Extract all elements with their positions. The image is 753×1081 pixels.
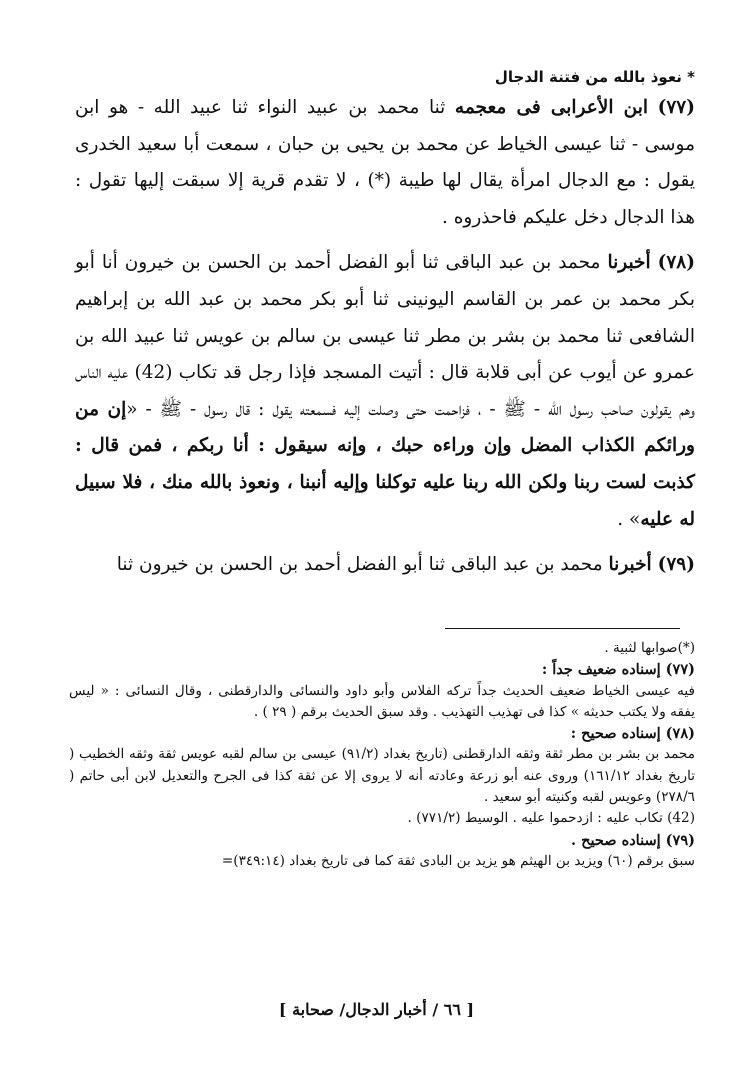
footnote-79-heading: (٧٩) إسناده صحيح . (571, 831, 695, 849)
hadith-text: محمد بن عبد الباقى ثنا أبو الفضل أحمد بن الحسن بن خيرون ثنا (116, 554, 603, 576)
hadith-77 (75, 90, 695, 236)
hadith-78 (75, 245, 695, 538)
hadith-isnad: محمد بن عبد الباقى ثنا أبو الفضل أحمد بن الحسن بن خيرون أنا أبو بكر محمد بن عمر بن القاسم اليونينى ثنا أبو بكر محمد بن عبد الله بن إبراهيم الشافعى ثنا محمد بن بشر بن مطر ثنا عيسى بن سالم بن عويس ثنا عبيد الله بن عمرو عن أيوب عن أبى قلابة قال : أتيت المسجد فإذا رجل قد تكاب (42) عليه الناس وهم يقولون صاحب رسول الله - ﷺ - ، فزاحمت حتى وصلت إليه فسمعته يقول : قال رسول - ﷺ - « (75, 252, 695, 420)
hadith-matn: إن من ورائكم الكذاب المضل وإن وراءه حبك ، وإنه سيقول : أنا ربكم ، فمن قال : كذبت لست ربنا ولكن الله ربنا عليه توكلنا وإليه أنبنا ، ونعوذ بالله منك ، فلا سبيل له عليه (75, 398, 695, 530)
hadith-number: (٧٧) (657, 97, 695, 118)
footnote-78-heading: (٧٨) إسناده صحيح : (570, 725, 695, 743)
hadith-number: (٧٨) (657, 252, 695, 274)
footnote-star: (*)صوابها لثبية . (604, 640, 695, 656)
footnote-78-body: محمد بن بشر بن مطر ثقة وثقه الدارقطنى (تاريخ بغداد (٩١/٢) عيسى بن سالم لقبه عويس ثقة وثقه الخطيب ( تاريخ بغداد ١٦١/١٢) وروى عنه أبو زرعة وعادته أنه لا يروى إلا عن ثقة كذا فى الجرح والتعديل لابن أبى حاتم ( ٢٧٨/٦) وعويس لقبه وكنيته أبو سعيد . (69, 746, 696, 806)
footnotes (69, 638, 695, 872)
footnote-77-body: فيه عيسى الخياط ضعيف الحديث جداً تركه الفلاس وأبو داود والنسائى والدارقطنى ، وقال النسائى : « ليس يفقه ولا يكتب حديثه » كذا فى تهذيب التهذيب . وقد سبق الحديث برقم ( ٢٩ ) . (69, 682, 695, 720)
running-header: * نعوذ بالله من فتنة الدجال (494, 68, 695, 86)
footnote-42: (42) تكاب عليه : ازدحموا عليه . الوسيط (٧٧١/٢) . (407, 810, 695, 827)
hadith-source: ابن الأعرابى فى معجمه (454, 97, 649, 118)
footnote-77-heading: (٧٧) إسناده ضعيف جداً : (541, 661, 695, 679)
hadith-text: ثنا محمد بن عبيد النواء ثنا عبيد الله - هو ابن موسى - ثنا عيسى الخياط عن محمد بن يحيى بن حبان ، سمعت أبا سعيد الخدرى يقول : مع الدجال امرأة يقال لها طيبة (*) ، لا تقدم قرية إلا سبقت إليها تقول : هذا الدجال دخل عليكم فاحذروه . (75, 97, 695, 228)
hadith-lead: أخبرنا (607, 252, 651, 274)
page-footer: [ ٦٦ / أخبار الدجال/ صحابة ] (278, 1000, 475, 1019)
main-text (75, 90, 695, 584)
hadith-number: (٧٩) (657, 554, 695, 576)
hadith-79 (75, 547, 695, 584)
footnote-divider (445, 628, 680, 629)
footnote-79-body: سبق برقم (٦٠) ويزيد بن الهيثم هو يزيد بن البادى ثقة كما فى تاريخ بغداد (٣٤٩:١٤)= (221, 852, 695, 869)
hadith-end: » . (617, 508, 641, 530)
hadith-lead: أخبرنا (608, 554, 652, 576)
